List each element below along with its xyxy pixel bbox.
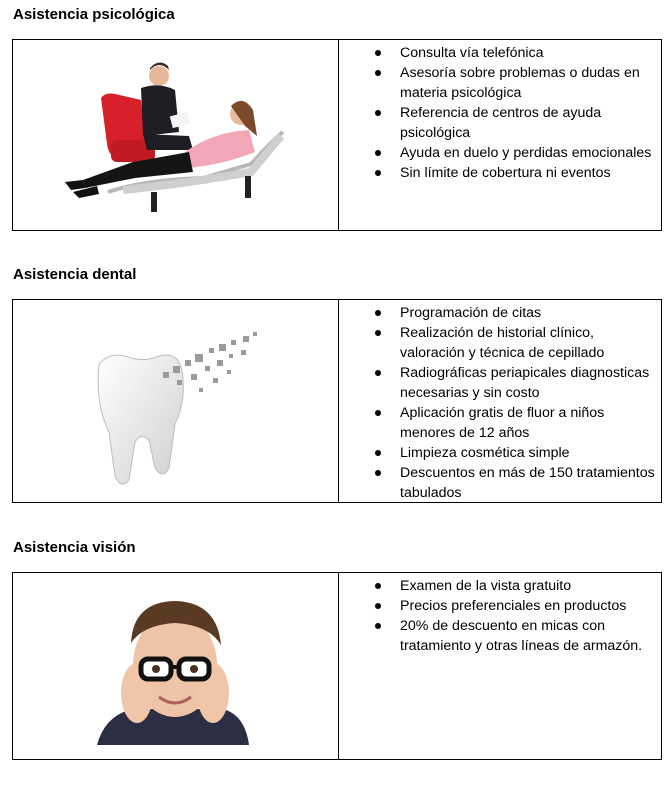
section-dental (12, 299, 662, 503)
therapy-session-image (13, 40, 338, 230)
list-item: Limpieza cosmética simple (339, 443, 661, 463)
list-item: Examen de la vista gratuito (339, 576, 661, 596)
list-item: Precios preferenciales en productos (339, 596, 661, 616)
list-item: Radiográficas periapicales diagnosticas necesarias y sin costo (339, 363, 661, 403)
list-item: Descuentos en más de 150 tratamientos tabulados (339, 463, 661, 503)
child-with-glasses-image (13, 573, 338, 759)
section-psicologica (12, 39, 662, 231)
list-cell (339, 573, 661, 759)
section-title-psicologica: Asistencia psicológica (13, 6, 175, 23)
benefit-list (339, 43, 661, 183)
image-cell (13, 573, 339, 759)
list-item: Consulta vía telefónica (339, 43, 661, 63)
list-item: Aplicación gratis de fluor a niños menores de 12 años (339, 403, 661, 443)
list-item: Programación de citas (339, 303, 661, 323)
image-cell (13, 300, 339, 502)
list-cell (339, 40, 661, 230)
list-item: Ayuda en duelo y perdidas emocionales (339, 143, 661, 163)
image-cell (13, 40, 339, 230)
tooth-image (13, 300, 338, 502)
list-cell (339, 300, 661, 502)
section-vision (12, 572, 662, 760)
section-title-vision: Asistencia visión (13, 539, 136, 556)
benefit-list (339, 303, 661, 503)
list-item: Realización de historial clínico, valoración y técnica de cepillado (339, 323, 661, 363)
list-item: Sin límite de cobertura ni eventos (339, 163, 661, 183)
section-title-dental: Asistencia dental (13, 266, 137, 283)
list-item: Referencia de centros de ayuda psicológica (339, 103, 661, 143)
benefit-list (339, 576, 661, 656)
list-item: Asesoría sobre problemas o dudas en materia psicológica (339, 63, 661, 103)
list-item: 20% de descuento en micas con tratamiento y otras líneas de armazón. (339, 616, 661, 656)
